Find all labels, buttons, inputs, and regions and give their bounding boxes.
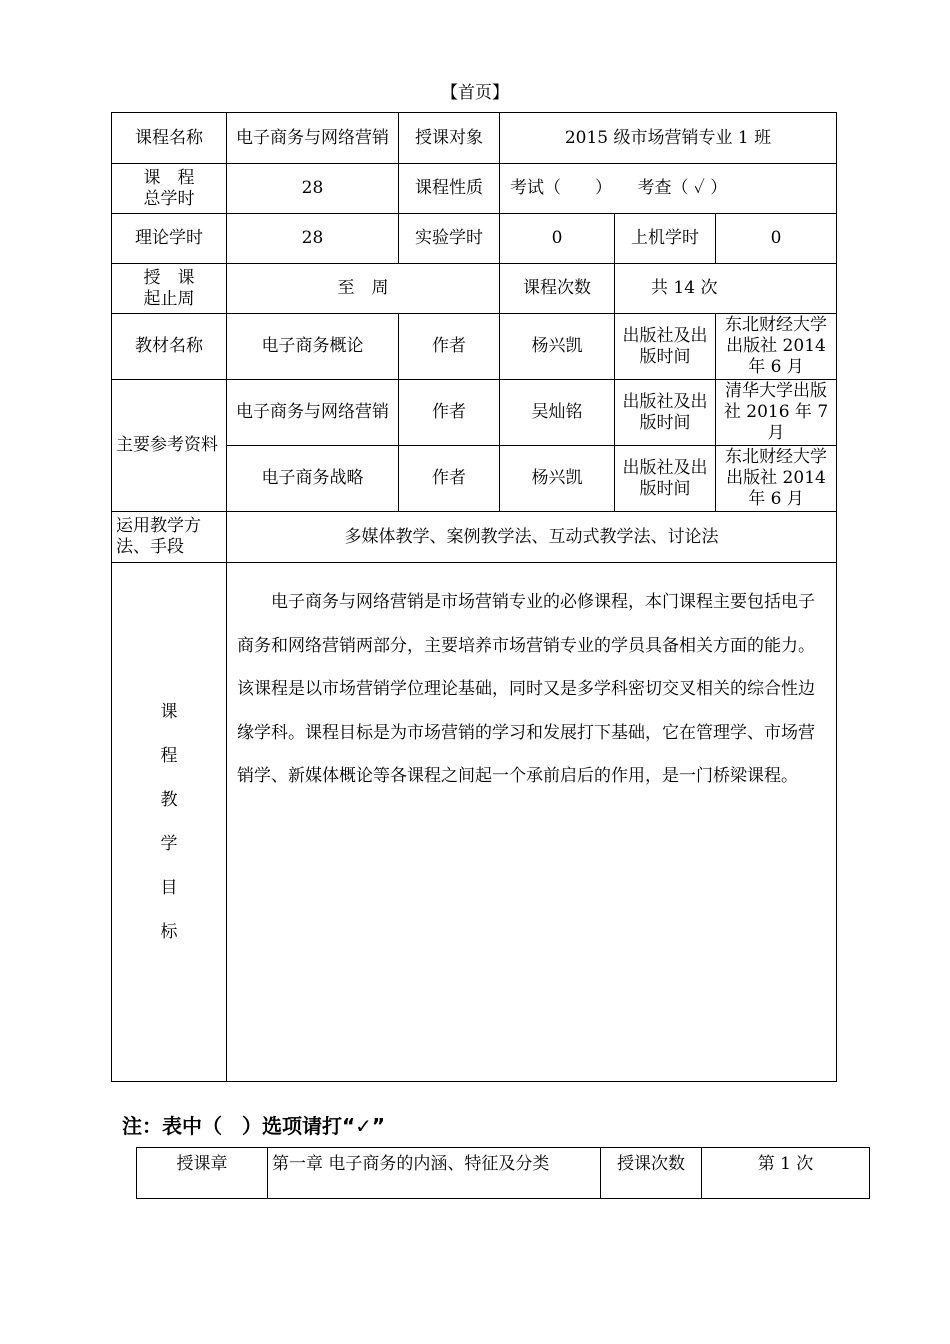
reference-author-label: 作者 bbox=[399, 380, 500, 446]
course-info-table bbox=[111, 112, 837, 1082]
theory-hours-value: 28 bbox=[227, 214, 399, 264]
textbook-author: 杨兴凯 bbox=[500, 314, 615, 380]
computer-hours-label: 上机学时 bbox=[615, 214, 716, 264]
computer-hours-value: 0 bbox=[716, 214, 837, 264]
lesson-count-label: 授课次数 bbox=[601, 1148, 702, 1199]
table-row bbox=[112, 214, 837, 264]
chapter-value: 第一章 电子商务的内涵、特征及分类 bbox=[268, 1148, 601, 1199]
reference-publisher: 清华大学出版社 2016 年 7月 bbox=[716, 380, 837, 446]
total-hours-value: 28 bbox=[227, 164, 399, 214]
reference-publisher-label: 出版社及出版时间 bbox=[615, 380, 716, 446]
table-row bbox=[112, 563, 837, 1082]
audience-value: 2015 级市场营销专业 1 班 bbox=[500, 113, 837, 164]
table-row bbox=[112, 113, 837, 164]
table-row bbox=[112, 512, 837, 563]
page-title: 【首页】 bbox=[441, 83, 509, 103]
textbook-label: 教材名称 bbox=[112, 314, 227, 380]
reference-author-label: 作者 bbox=[399, 446, 500, 512]
weeks-value: 至 周 bbox=[227, 264, 500, 314]
table-row bbox=[137, 1148, 870, 1199]
reference-name: 电子商务与网络营销 bbox=[227, 380, 399, 446]
table-row bbox=[112, 314, 837, 380]
lesson-table bbox=[136, 1147, 870, 1199]
textbook-publisher-label: 出版社及出版时间 bbox=[615, 314, 716, 380]
course-nature-label: 课程性质 bbox=[399, 164, 500, 214]
objectives-text: 电子商务与网络营销是市场营销专业的必修课程，本门课程主要包括电子商务和网络营销两部分，主要培养市场营销专业的学员具备相关方面的能力。该课程是以市场营销学位理论基础，同时又是多学科密切交叉相关的综合性边缘学科。课程目标是为市场营销的学习和发展打下基础，它在管理学、市场营销学、新媒体概论等各课程之间起一个承前启后的作用，是一门桥梁课程。 bbox=[227, 563, 837, 1082]
references-label: 主要参考资料 bbox=[112, 380, 227, 512]
table-row bbox=[112, 264, 837, 314]
objectives-label: 课 程 教 学 目 标 bbox=[112, 563, 227, 1082]
textbook-publisher: 东北财经大学出版社 2014 年 6 月 bbox=[716, 314, 837, 380]
total-hours-label: 课 程 总学时 bbox=[112, 164, 227, 214]
chapter-label: 授课章 bbox=[137, 1148, 268, 1199]
reference-publisher: 东北财经大学出版社 2014 年 6 月 bbox=[716, 446, 837, 512]
reference-author: 杨兴凯 bbox=[500, 446, 615, 512]
textbook-author-label: 作者 bbox=[399, 314, 500, 380]
sessions-value: 共 14 次 bbox=[615, 264, 837, 314]
table-row bbox=[112, 164, 837, 214]
weeks-label: 授 课 起止周 bbox=[112, 264, 227, 314]
textbook-name: 电子商务概论 bbox=[227, 314, 399, 380]
check-note: 注：表中（ ）选项请打“✓” bbox=[122, 1114, 386, 1138]
lesson-count-value: 第 1 次 bbox=[702, 1148, 870, 1199]
course-nature-value: 考试（ ） 考查（ ✓ ） bbox=[500, 164, 837, 214]
methods-label: 运用教学方法、手段 bbox=[112, 512, 227, 563]
lab-hours-value: 0 bbox=[500, 214, 615, 264]
reference-publisher-label: 出版社及出版时间 bbox=[615, 446, 716, 512]
table-row bbox=[112, 380, 837, 446]
reference-name: 电子商务战略 bbox=[227, 446, 399, 512]
course-name-label: 课程名称 bbox=[112, 113, 227, 164]
lab-hours-label: 实验学时 bbox=[399, 214, 500, 264]
reference-author: 吴灿铭 bbox=[500, 380, 615, 446]
course-name-value: 电子商务与网络营销 bbox=[227, 113, 399, 164]
audience-label: 授课对象 bbox=[399, 113, 500, 164]
methods-value: 多媒体教学、案例教学法、互动式教学法、讨论法 bbox=[227, 512, 837, 563]
theory-hours-label: 理论学时 bbox=[112, 214, 227, 264]
sessions-label: 课程次数 bbox=[500, 264, 615, 314]
